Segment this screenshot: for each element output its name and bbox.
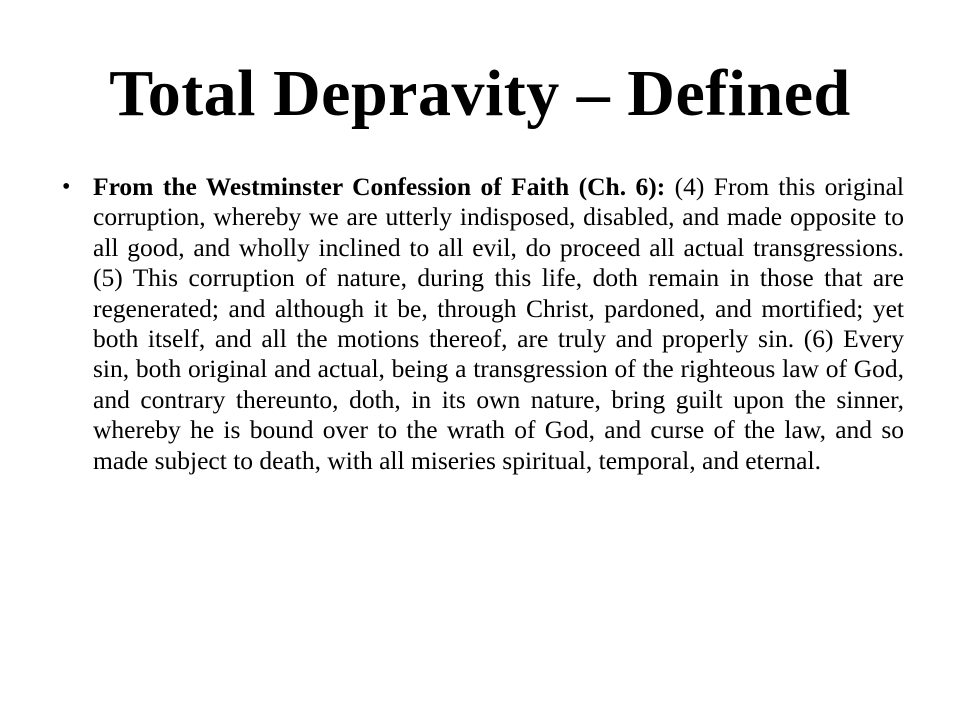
- bullet-item: [52, 172, 904, 476]
- bullet-lead-text: From the Westminster Confession of Faith (Ch. 6):: [93, 172, 675, 201]
- bullet-icon: •: [62, 174, 71, 200]
- bullet-body-text: (4) From this original corruption, whereby we are utterly indisposed, disabled, and made opposite to all good, and wholly inclined to all evil, do proceed all actual transgressions. (5) This corruption of nature, during this life, doth remain in those that are regenerated; and although it be, through Christ, pardoned, and mortified; yet both itself, and all the motions thereof, are truly and properly sin. (6) Every sin, both original and actual, being a transgression of the righteous law of God, and contrary thereunto, doth, in its own nature, bring guilt upon the sinner, whereby he is bound over to the wrath of God, and curse of the law, and so made subject to death, with all miseries spiritual, temporal, and eternal.: [93, 172, 904, 475]
- slide-title: Total Depravity – Defined: [109, 57, 851, 130]
- slide-content: [52, 172, 904, 476]
- bullet-text: [93, 172, 904, 476]
